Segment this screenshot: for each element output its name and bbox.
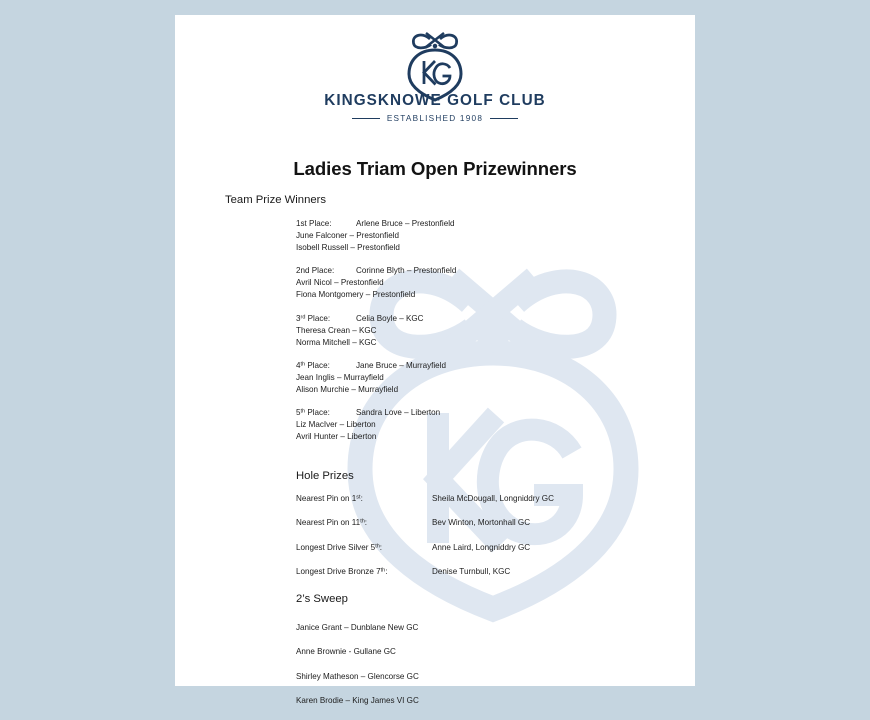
team-member: Avril Nicol – Prestonfield bbox=[296, 278, 384, 288]
lead-player: Corinne Blyth – Prestonfield bbox=[356, 266, 457, 276]
club-wordmark: KINGSKNOWE GOLF CLUB bbox=[324, 92, 546, 109]
team-prize-list bbox=[296, 218, 626, 443]
hole-prizes-list bbox=[296, 493, 636, 591]
hole-prize-label: Nearest Pin on 11th: bbox=[296, 518, 368, 528]
hole-prizes-heading: Hole Prizes bbox=[296, 470, 354, 482]
place-label: 3rd Place: bbox=[296, 313, 331, 323]
team-member: Fiona Montgomery – Prestonfield bbox=[296, 290, 416, 300]
ordinal-suffix: th bbox=[380, 567, 386, 574]
ordinal-suffix: th bbox=[375, 543, 380, 550]
hole-prize-winner: Denise Turnbull, KGC bbox=[432, 567, 511, 577]
hole-prize-label: Longest Drive Bronze 7th: bbox=[296, 567, 388, 577]
team-prize-block bbox=[296, 360, 626, 396]
hole-prize-row bbox=[296, 542, 636, 553]
lead-player: Sandra Love – Liberton bbox=[356, 408, 441, 418]
team-member: June Falconer – Prestonfield bbox=[296, 231, 400, 241]
ordinal-suffix: th bbox=[360, 519, 365, 526]
place-line bbox=[296, 265, 626, 277]
hole-prize-row bbox=[296, 566, 636, 577]
ordinal-suffix: th bbox=[300, 408, 306, 415]
page-title: Ladies Triam Open Prizewinners bbox=[293, 158, 577, 179]
ordinal-suffix: th bbox=[300, 361, 306, 368]
twos-sweep-list bbox=[296, 622, 626, 720]
twos-sweep-row: Shirley Matheson – Glencorse GC bbox=[296, 671, 419, 681]
hole-prize-winner: Sheila McDougall, Longniddry GC bbox=[432, 494, 554, 503]
team-member: Liz MacIver – Liberton bbox=[296, 420, 376, 430]
team-prize-heading: Team Prize Winners bbox=[225, 194, 327, 206]
hole-prize-winner: Anne Laird, Longniddry GC bbox=[432, 542, 531, 552]
place-label: 1st Place: bbox=[296, 219, 332, 228]
team-prize-block bbox=[296, 218, 626, 254]
place-line bbox=[296, 313, 626, 325]
established-text: ESTABLISHED 1908 bbox=[386, 114, 484, 123]
twos-sweep-row: Janice Grant – Dunblane New GC bbox=[296, 623, 419, 632]
ordinal-suffix: rd bbox=[300, 314, 306, 321]
place-line bbox=[296, 407, 626, 419]
lead-player: Jane Bruce – Murrayfield bbox=[356, 360, 446, 370]
twos-sweep-row: Anne Brownie - Gullane GC bbox=[296, 647, 396, 657]
team-member: Jean Inglis – Murrayfield bbox=[296, 372, 384, 382]
team-member: Alison Murchie – Murrayfield bbox=[296, 385, 399, 395]
team-prize-block bbox=[296, 313, 626, 349]
place-label: 4th Place: bbox=[296, 360, 330, 370]
twos-sweep-row: Karen Brodie – King James VI GC bbox=[296, 696, 419, 706]
lead-player: Arlene Bruce – Prestonfield bbox=[356, 219, 455, 228]
document-page bbox=[175, 15, 695, 706]
place-line bbox=[296, 360, 626, 372]
hole-prize-winner: Bev Winton, Mortonhall GC bbox=[432, 518, 531, 528]
kingsknowe-club-crest-icon bbox=[404, 28, 466, 90]
lead-player: Celia Boyle – KGC bbox=[356, 313, 424, 323]
team-member: Theresa Crean – KGC bbox=[296, 325, 377, 335]
established-row bbox=[175, 114, 695, 123]
team-member: Norma Mitchell – KGC bbox=[296, 337, 377, 347]
hole-prize-row bbox=[296, 493, 636, 504]
hole-prize-row bbox=[296, 517, 636, 528]
ordinal-suffix: st bbox=[356, 494, 361, 501]
place-label: 5th Place: bbox=[296, 408, 330, 418]
place-label: 2nd Place: bbox=[296, 266, 335, 276]
team-member: Avril Hunter – Liberton bbox=[296, 432, 377, 442]
team-prize-block bbox=[296, 407, 626, 443]
rule-right bbox=[490, 118, 518, 119]
hole-prize-label: Nearest Pin on 1st: bbox=[296, 494, 363, 503]
rule-left bbox=[352, 118, 380, 119]
place-line bbox=[296, 218, 626, 230]
team-member: Isobell Russell – Prestonfield bbox=[296, 243, 400, 253]
hole-prize-label: Longest Drive Silver 5th: bbox=[296, 542, 383, 552]
letterhead bbox=[175, 15, 695, 123]
team-prize-block bbox=[296, 265, 626, 301]
twos-sweep-heading: 2’s Sweep bbox=[296, 593, 348, 605]
